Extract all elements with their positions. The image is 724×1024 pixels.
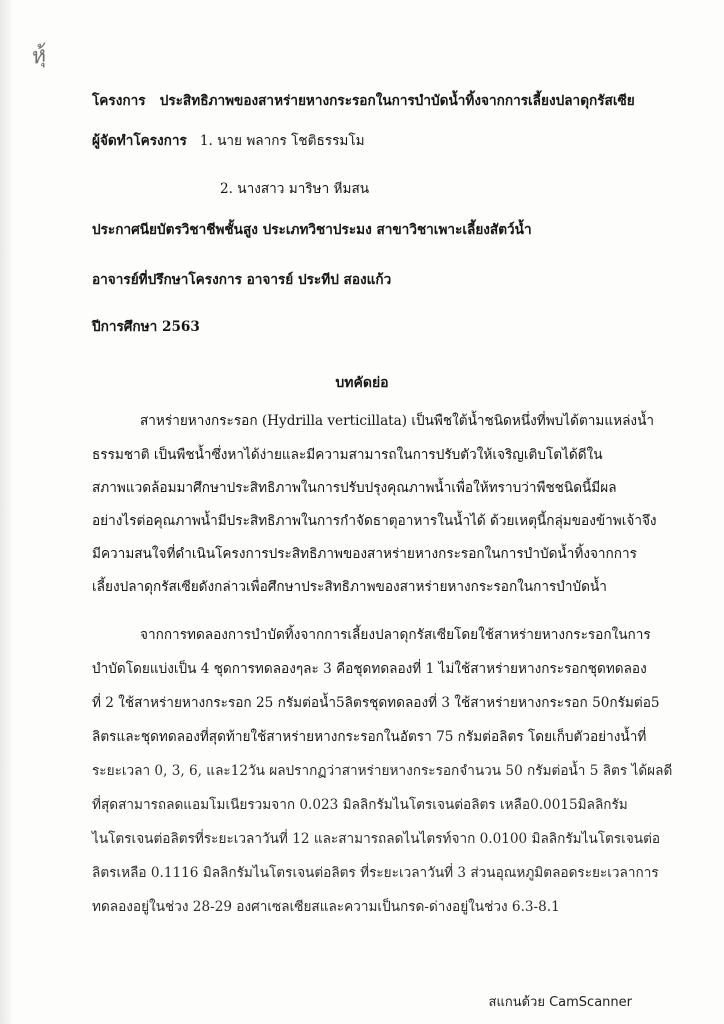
authors-line <box>92 132 692 150</box>
authors-label: ผู้จัดทำโครงการ <box>92 133 187 149</box>
abstract-p2-line: ลิตรและชุดทดลองที่สุดท้ายใช้สาหร่ายหางกระรอกในอัตรา 75 กรัมต่อลิตร โดยเก็บตัวอย่างน้ำที่ <box>92 729 647 745</box>
abstract-p1-line: ธรรมชาติ เป็นพืชน้ำซึ่งหาได้ง่ายและมีความสามารถในการปรับตัวให้เจริญเติบโตได้ดีใน <box>92 447 603 463</box>
academic-year: ปีการศึกษา 2563 <box>92 319 200 335</box>
project-title: ประสิทธิภาพของสาหร่ายหางกระรอกในการบำบัดน้ำทิ้งจากการเลี้ยงปลาดุกรัสเซีย <box>159 93 635 109</box>
abstract-heading: บทคัดย่อ <box>335 375 389 391</box>
abstract-p1-line: มีความสนใจที่ดำเนินโครงการประสิทธิภาพของสาหร่ายหางกระรอกในการบำบัดน้ำทิ้งจากการ <box>92 546 637 562</box>
abstract-p1-line: สภาพแวดล้อมมาศึกษาประสิทธิภาพในการปรับปรุงคุณภาพน้ำเพื่อให้ทราบว่าพืชชนิดนี้มีผล <box>92 480 617 496</box>
author-2: 2. นางสาว มาริษา หีมสน <box>220 181 370 197</box>
abstract-p2-line: ไนโตรเจนต่อลิตรที่ระยะเวลาวันที่ 12 และสามารถลดไนไตรท์จาก 0.0100 มิลลิกรัมไนโตรเจนต่อ <box>92 831 661 847</box>
abstract-p2-line: ที่ 2 ใช้สาหร่ายหางกระรอก 25 กรัมต่อน้ำ5ลิตรชุดทดลองที่ 3 ใช้สาหร่ายหางกระรอก 50กรัมต่อ5 <box>92 695 660 711</box>
project-label: โครงการ <box>92 93 146 109</box>
handwritten-margin-note: หุ้ <box>27 42 48 71</box>
abstract-p2-line: บำบัดโดยแบ่งเป็น 4 ชุดการทดลองๆละ 3 คือชุดทดลองที่ 1 ไม่ใช้สาหร่ายหางกระรอกชุดทดลอง <box>92 661 647 677</box>
camscanner-watermark: สแกนด้วย CamScanner <box>488 995 632 1010</box>
abstract-p2-line: ทดลองอยู่ในช่วง 28-29 องศาเซลเซียสและความเป็นกรด-ด่างอยู่ในช่วง 6.3-8.1 <box>92 899 560 915</box>
abstract-p2-line: ลิตรเหลือ 0.1116 มิลลิกรัมไนโตรเจนต่อลิตร ที่ระยะเวลาวันที่ 3 ส่วนอุณหภูมิตลอดระยะเวลาการ <box>92 865 659 881</box>
abstract-p1-line: เลี้ยงปลาดุกรัสเซียดังกล่าวเพื่อศึกษาประสิทธิภาพของสาหร่ายหางกระรอกในการบำบัดน้ำ <box>92 579 607 595</box>
certificate-line: ประกาศนียบัตรวิชาชีพชั้นสูง ประเภทวิชาประมง สาขาวิชาเพาะเลี้ยงสัตว์น้ำ <box>92 222 532 238</box>
abstract-p1-line: สาหร่ายหางกระรอก (Hydrilla verticillata) เป็นพืชใต้น้ำชนิดหนึ่งที่พบได้ตามแหล่งน้ำ <box>140 413 655 429</box>
abstract-p1-line: อย่างไรต่อคุณภาพน้ำมีประสิทธิภาพในการกำจัดธาตุอาหารในน้ำได้ ด้วยเหตุนี้กลุ่มของข้าพเจ้าจึง <box>92 513 657 529</box>
project-line <box>92 92 692 110</box>
abstract-p2-line: จากการทดลองการบำบัดทิ้งจากการเลี้ยงปลาดุกรัสเซียโดยใช้สาหร่ายหางกระรอกในการ <box>140 627 651 643</box>
abstract-p2-line: ที่สุดสามารถลดแอมโมเนียรวมจาก 0.023 มิลลิกรัมไนโตรเจนต่อลิตร เหลือ0.0015มิลลิกรัม <box>92 797 628 813</box>
abstract-p2-line: ระยะเวลา 0, 3, 6, และ12วัน ผลปรากฏว่าสาหร่ายหางกระรอกจำนวน 50 กรัมต่อน้ำ 5 ลิตร ได้ผลดี <box>92 763 673 779</box>
advisor-line: อาจารย์ที่ปรึกษาโครงการ อาจารย์ ประทีป สองแก้ว <box>92 272 392 288</box>
scan-shadow-edge <box>0 0 14 1024</box>
author-1: 1. นาย พลากร โชติธรรมโม <box>199 133 365 149</box>
